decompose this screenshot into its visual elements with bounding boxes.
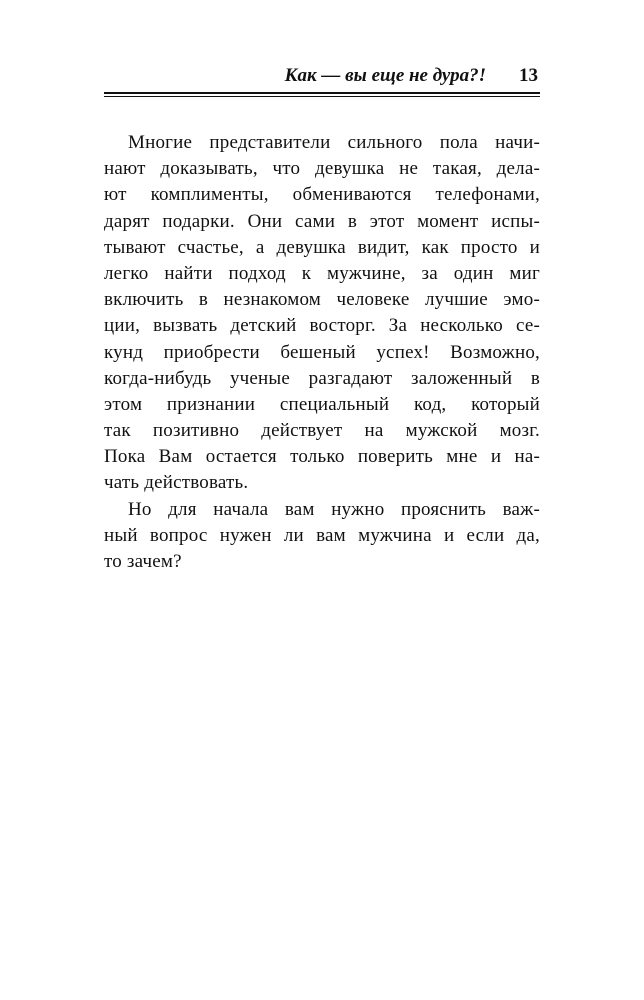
text-line: кунд приобрести бешеный успех! Возможно, bbox=[104, 341, 540, 363]
running-header-title: Как — вы еще не дура?! bbox=[284, 65, 486, 86]
header-rule-thick bbox=[104, 92, 540, 94]
text-line: так позитивно действует на мужской мозг. bbox=[104, 420, 540, 442]
text-line: этом признании специальный код, который bbox=[104, 393, 540, 415]
text-line: нают доказывать, что девушка не такая, дела- bbox=[104, 158, 540, 180]
text-line: ный вопрос нужен ли вам мужчина и если да, bbox=[104, 524, 540, 546]
running-header bbox=[104, 64, 540, 88]
text-line: чать действовать. bbox=[104, 472, 249, 494]
text-line: ции, вызвать детский восторг. За несколько се- bbox=[104, 315, 540, 337]
text-line: ют комплименты, обмениваются телефонами, bbox=[104, 184, 540, 206]
text-line: включить в незнакомом человеке лучшие эмо- bbox=[104, 289, 540, 311]
body-text bbox=[104, 130, 540, 575]
paragraph-1 bbox=[104, 130, 540, 497]
header-rule-thin bbox=[104, 96, 540, 97]
text-line: Многие представители сильного пола начи- bbox=[128, 132, 540, 153]
page-number: 13 bbox=[519, 65, 538, 86]
text-line: легко найти подход к мужчине, за один миг bbox=[104, 262, 540, 284]
text-line: тывают счастье, а девушка видит, как просто и bbox=[104, 236, 540, 258]
text-line: то зачем? bbox=[104, 551, 182, 572]
text-line: Но для начала вам нужно прояснить важ- bbox=[128, 498, 540, 520]
paragraph-2 bbox=[104, 497, 540, 576]
text-line: дарят подарки. Они сами в этот момент испы- bbox=[104, 210, 540, 232]
text-line: Пока Вам остается только поверить мне и на- bbox=[104, 446, 540, 468]
text-line: когда-нибудь ученые разгадают заложенный в bbox=[104, 367, 540, 389]
